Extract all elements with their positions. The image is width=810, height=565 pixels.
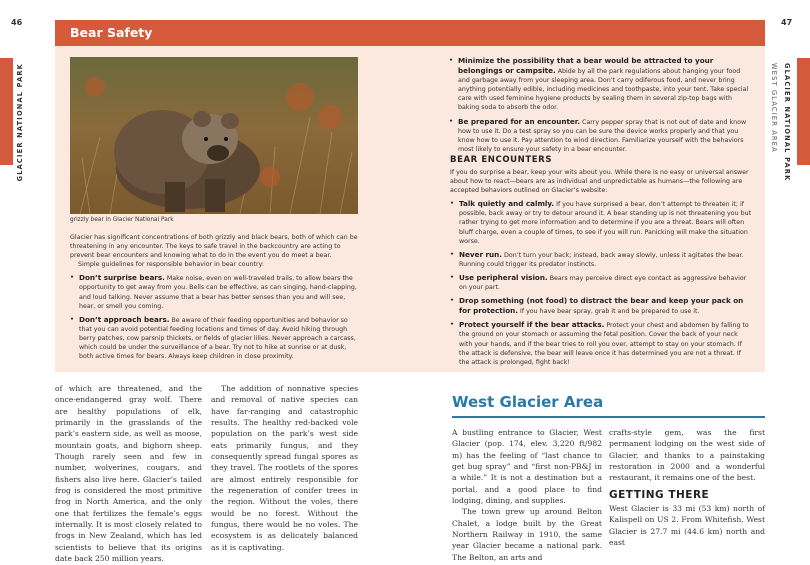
list-item: • Be prepared for an encounter. Carry pepper spray that is not out of date and know how to use it. Do a test spray so you can be sure the device works properly and that you know how to use it. Pay attention to wind direction. Familiarize yourself with the behaviors most likely to ensure your safety in a bear encounter.: [449, 117, 752, 154]
right-running-head: [783, 63, 791, 181]
right-side-tab: [797, 58, 810, 165]
right-running-head-bold: GLACIER NATIONAL PARK: [783, 63, 791, 182]
left-page-number: 46: [11, 18, 23, 27]
sidebar-intro: Glacier has significant concentrations of both grizzly and black bears, both of which can be threatening in any encounter. The keys to safe travel in the backcountry are acting to prevent bear encounters and knowing what to do in the event you do meet a bear.: [70, 234, 358, 260]
list-item: • Use peripheral vision. Bears may perceive direct eye contact as aggressive behavior on your part.: [450, 273, 753, 292]
body-column-4: [609, 427, 765, 548]
right-page-number: 47: [781, 18, 793, 27]
sidebar-left-column: [70, 233, 360, 365]
list-item: • Drop something (not food) to distract the bear and keep your pack on for protection. If you have bear spray, grab it and be prepared to use it.: [450, 296, 753, 316]
left-side-tab: [0, 58, 13, 165]
body-paragraph: The addition of nonnative species and removal of native species can have far-ranging and catastrophic results. The healthy red-backed vole population on the park’s west side eats primarily fungus, and they consequently spread fungal spores as they travel. The rootlets of the spores are almost entirely responsible for the regeneration of conifer trees in the region. Without the voles, there would be no forest. Without the fungus, there would be no voles. The ecosystem is as delicately balanced as it is captivating.: [211, 384, 358, 552]
grizzly-bear-icon: [70, 57, 358, 214]
list-item: • Don’t approach bears. Be aware of their feeding opportunities and behavior so that you can avoid potential feeding locations and times of day. Avoid hiking through berry patches, cow parsnip thickets, or fields of glacier lilies. Never approach a carcass, which could be under the surveillance of a bear. Try not to hike at sunrise or at dusk, both active times for bears. Always keep children in close proximity.: [70, 315, 360, 361]
left-running-head: GLACIER NATIONAL PARK: [16, 63, 24, 182]
body-paragraph: of which are threatened, and the once-endangered gray wolf. There are healthy populations of elk, primarily in the grasslands of the park’s eastern side, as well as moose, mountain goats, and bighorn sheep. Though rarely seen and few in number, wolverines, cougars, and fishers also live here. Glacier’s tailed frog is considered the most primitive frog in North America, and the only one that fertilizes the female’s eggs internally. It is most closely related to frogs in New Zealand, which has led scientists to believe that its origins date back 250 million years.: [55, 384, 202, 564]
sidebar-right-column-top: [449, 56, 752, 158]
right-running-head-light: WEST GLACIER AREA: [770, 63, 778, 153]
section-rule: [452, 416, 765, 418]
encounters-intro: If you do surprise a bear, keep your wits about you. While there is no easy or universal answer about how to react—bears are as individual and unpredictable as humans—the following are accepted behaviors outlined on Glacier’s website:: [450, 169, 749, 195]
body-column-3: [452, 427, 602, 563]
bear-encounters-heading: BEAR ENCOUNTERS: [450, 155, 553, 165]
body-column-2: [211, 383, 358, 553]
list-item: • Protect yourself if the bear attacks. Protect your chest and abdomen by falling to the ground on your stomach or assuming the fetal position. Cover the back of your neck with your hands, and if the bear tries to roll you over, attempt to stay on your stomach. If the attack is defensive, the bear will leave once it has determined you are not a threat. If the attack is prolonged, fight back!: [450, 320, 753, 366]
photo-caption: grizzly bear in Glacier National Park: [70, 217, 174, 223]
body-paragraph: A bustling entrance to Glacier, West Glacier (pop. 174, elev. 3,220 ft/982 m) has the feeling of “last chance to get bug spray” and “first non-PB&J in a while.” It is not a destination but a portal, and a good place to find lodging, dining, and supplies.: [452, 428, 602, 506]
body-column-1: [55, 383, 202, 565]
sidebar-intro-2: Simple guidelines for responsible behavior in bear country:: [78, 261, 264, 269]
list-item: • Never run. Don’t turn your back; instead, back away slowly, unless it agitates the bear. Running could trigger its predator instincts.: [450, 250, 753, 269]
body-paragraph: The town grew up around Belton Chalet, a lodge built by the Great Northern Railway in 1910, the same year Glacier became a national park. The Belton, an arts and: [452, 507, 602, 562]
sidebar-title: Bear Safety: [70, 25, 153, 40]
body-paragraph: West Glacier is 33 mi (53 km) north of Kalispell on US 2. From Whitefish, West Glacier is 27.7 mi (44.6 km) north and east: [609, 504, 765, 548]
sidebar-right-column-bottom: [450, 168, 753, 371]
getting-there-heading: GETTING THERE: [609, 488, 710, 501]
section-title: West Glacier Area: [452, 393, 604, 411]
list-item: • Minimize the possibility that a bear would be attracted to your belongings or campsite. Abide by all the park regulations about hanging your food and garbage away from your sleeping area. Don’t carry odiferous food, and never bring anything potentially edible, including medicines and toothpaste, into your tent. Take special care with used feminine hygiene products by sealing them in several zip-top bags with baking soda to absorb the odor.: [449, 56, 752, 113]
body-paragraph: crafts-style gem, was the first permanent lodging on the west side of Glacier, and thanks to a painstaking restoration in 2000 and a wonderful restaurant, it remains one of the best.: [609, 428, 765, 483]
sidebar-banner: [55, 20, 765, 46]
grizzly-bear-photo: [70, 57, 358, 214]
list-item: • Don’t surprise bears. Make noise, even on well-traveled trails, to allow bears the opportunity to get away from you. Bells can be effective, as can singing, hand-clapping, and loud talking. Never assume that a bear has better senses than you and will see, hear, or smell you coming.: [70, 273, 360, 310]
list-item: • Talk quietly and calmly. If you have surprised a bear, don’t attempt to threaten it; if possible, back away or try to detour around it. A bear standing up is not threatening you but rather trying to get more information and to determine if you are a threat. Bears will often bluff charge, even a couple of times, to see if you will run. Panicking will make the situation worse.: [450, 199, 753, 245]
